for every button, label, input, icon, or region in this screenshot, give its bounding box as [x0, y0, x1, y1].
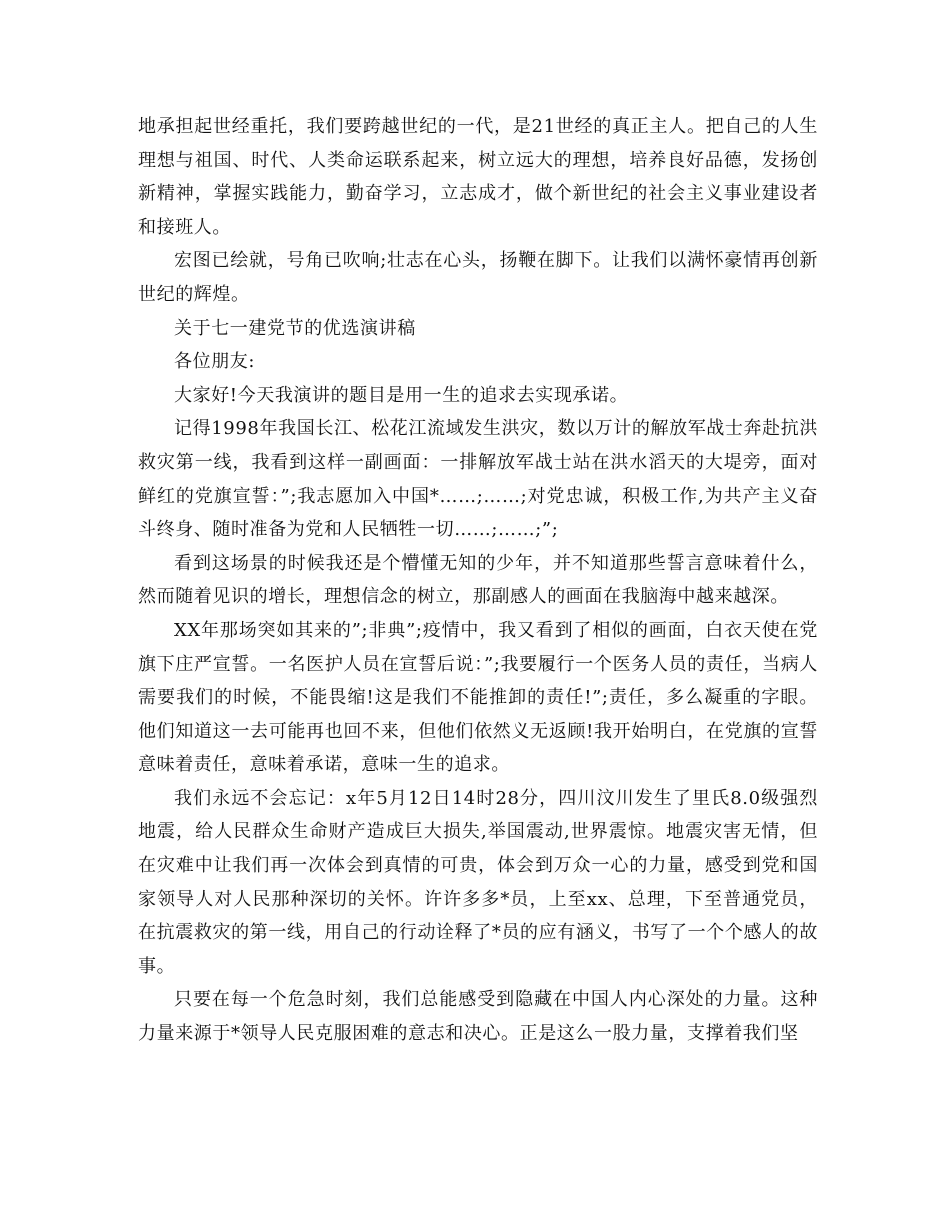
paragraph-youth: 看到这场景的时候我还是个懵懂无知的少年，并不知道那些誓言意味着什么，然而随着见识的增长，理想信念的树立，那副感人的画面在我脑海中越来越深。	[138, 552, 818, 608]
paragraph-flood: 记得1998年我国长江、松花江流域发生洪灾，数以万计的解放军战士奔赴抗洪救灾第一线，我看到这样一副画面：一排解放军战士站在洪水滔天的大堤旁，面对鲜红的党旗宣誓：”;我志愿加入中国*……;……;对党忠诚，积极工作,为共产主义奋斗终身、随时准备为党和人民牺牲一切……;……;”;	[138, 418, 818, 541]
paragraph-2: 宏图已绘就，号角已吹响;壮志在心头，扬鞭在脚下。让我们以满怀豪情再创新世纪的辉煌。	[138, 250, 818, 305]
document-page	[138, 110, 818, 1051]
paragraph-strength: 只要在每一个危急时刻，我们总能感受到隐藏在中国人内心深处的力量。这种力量来源于*领导人民克服困难的意志和决心。正是这么一股力量，支撑着我们坚	[138, 989, 818, 1045]
paragraph-greeting: 大家好!今天我演讲的题目是用一生的追求去实现承诺。	[174, 384, 629, 406]
paragraph-earthquake: 我们永远不会忘记：x年5月12日14时28分，四川汶川发生了里氏8.0级强烈地震，给人民群众生命财产造成巨大损失,举国震动,世界震惊。地震灾害无情，但在灾难中让我们再一次体会到真情的可贵，体会到万众一心的力量，感受到党和国家领导人对人民那种深切的关怀。许许多多*员，上至xx、总理，下至普通党员，在抗震救灾的第一线，用自己的行动诠释了*员的应有涵义，书写了一个个感人的故事。	[138, 787, 818, 977]
salutation: 各位朋友:	[174, 351, 256, 373]
paragraph-sars: XX年那场突如其来的”;非典”;疫情中，我又看到了相似的画面，白衣天使在党旗下庄严宣誓。一名医护人员在宣誓后说：”;我要履行一个医务人员的责任，当病人需要我们的时候，不能畏缩!这是我们不能推卸的责任!”;责任，多么凝重的字眼。他们知道这一去可能再也回不来，但他们依然义无返顾!我开始明白，在党旗的宣誓意味着责任，意味着承诺，意味一生的追求。	[138, 619, 818, 776]
speech-title: 关于七一建党节的优选演讲稿	[174, 317, 416, 339]
paragraph-1: 地承担起世经重托，我们要跨越世纪的一代，是21世经的真正主人。把自己的人生理想与祖国、时代、人类命运联系起来，树立远大的理想，培养良好品德，发扬创新精神，掌握实践能力，勤奋学习，立志成才，做个新世纪的社会主义事业建设者和接班人。	[138, 116, 818, 238]
